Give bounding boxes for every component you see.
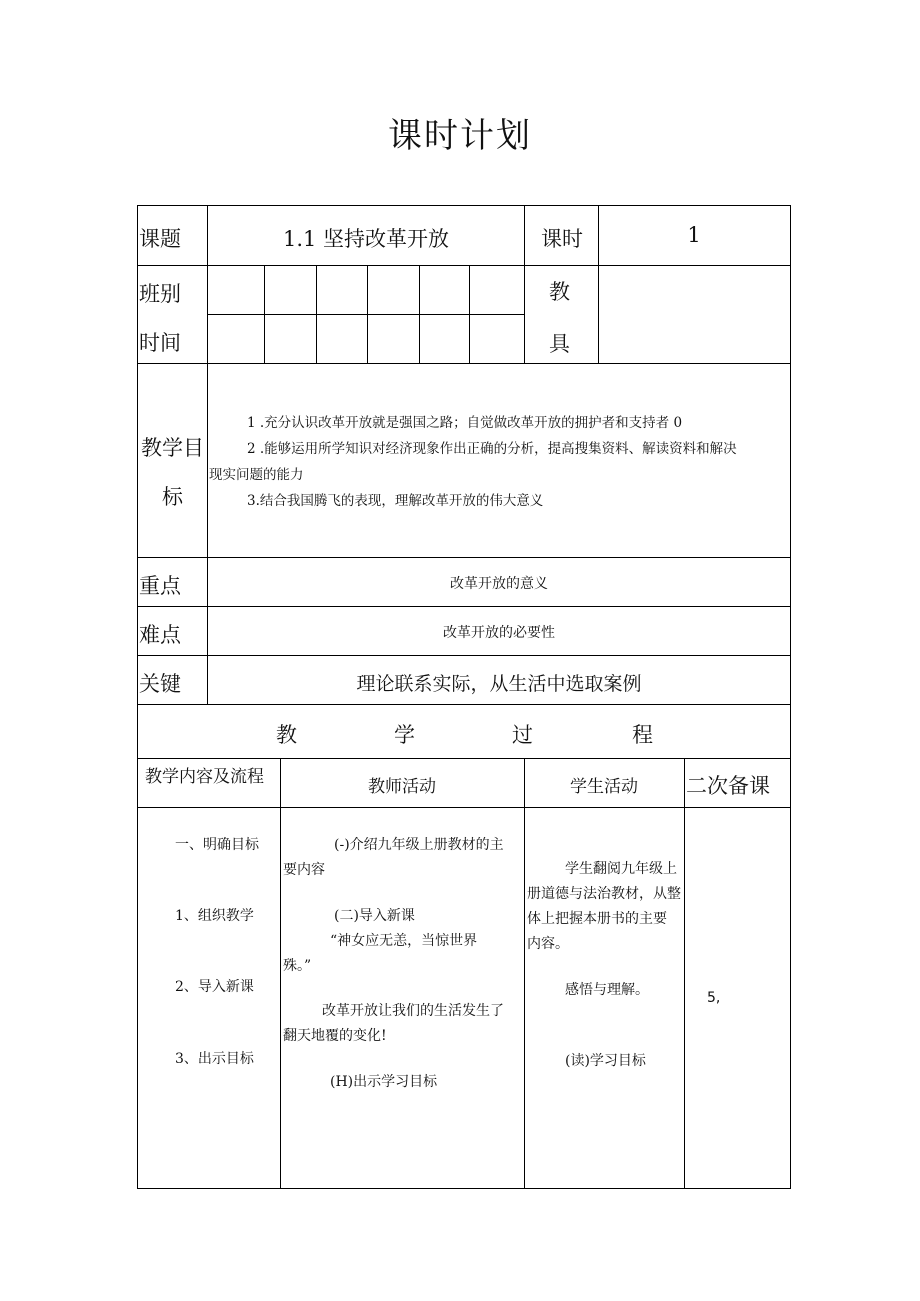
table-border-right [790, 205, 791, 1189]
student-activity-line: (读)学习目标 [565, 1053, 646, 1069]
key-label: 关键 [139, 672, 181, 696]
table-border-left [137, 205, 138, 1189]
col-header-second: 二次备课 [686, 774, 770, 798]
student-activity-line: 册道德与法治教材，从整 [527, 886, 681, 902]
row-divider [137, 557, 791, 558]
difficulty-value: 改革开放的必要性 [443, 625, 555, 641]
col-divider [684, 758, 685, 1189]
goal-line-2: 2 .能够运用所学知识对经济现象作出正确的分析，提高搜集资料、解读资料和解决 [247, 441, 737, 457]
class-label: 班别 [139, 282, 181, 306]
row-divider [137, 704, 791, 705]
process-banner-char: 教 [276, 723, 297, 747]
process-banner-char: 过 [512, 723, 533, 747]
tools-label-bottom: 具 [549, 332, 570, 356]
period-label: 课时 [541, 227, 583, 251]
student-activity-line: 学生翻阅九年级上 [565, 861, 677, 877]
flow-step: 1、组织教学 [175, 908, 254, 924]
student-activity-line: 感悟与理解。 [565, 982, 649, 998]
col-header-content: 教学内容及流程 [145, 767, 264, 787]
student-activity-line: 体上把握本册书的主要 [527, 911, 667, 927]
teacher-activity-line: 要内容 [283, 862, 325, 878]
teacher-activity-line: (-)介绍九年级上册教材的主 [334, 837, 504, 853]
row-divider [207, 314, 525, 315]
tools-label-top: 教 [549, 280, 570, 304]
teacher-activity-line: 改革开放让我们的生活发生了 [322, 1003, 504, 1019]
table-border-top [137, 205, 791, 206]
class-cell-divider [469, 265, 470, 363]
row-divider [137, 606, 791, 607]
class-cell-divider [316, 265, 317, 363]
topic-value: 1.1 坚持改革开放 [282, 227, 450, 251]
teacher-activity-line: (H)出示学习目标 [330, 1074, 438, 1090]
col-divider [280, 758, 281, 1189]
topic-label: 课题 [139, 227, 181, 251]
teacher-activity-line: 翻天地覆的变化! [283, 1028, 387, 1044]
col-header-teacher: 教师活动 [368, 777, 436, 797]
goal-line-1: 1 .充分认识改革开放就是强国之路；自觉做改革开放的拥护者和支持者 0 [247, 415, 683, 431]
process-banner-char: 学 [394, 723, 415, 747]
teacher-activity-line: 殊。” [283, 958, 312, 974]
row-divider [137, 655, 791, 656]
row-divider [137, 363, 791, 364]
process-banner-char: 程 [632, 723, 653, 747]
flow-step: 一、明确目标 [175, 837, 259, 853]
teacher-activity-line: “神女应无恙，当惊世界 [330, 933, 478, 949]
goals-label: 教学目 [141, 436, 204, 460]
class-cell-divider [419, 265, 420, 363]
flow-step: 2、导入新课 [175, 979, 254, 995]
second-prep-note: 5, [707, 990, 721, 1006]
time-label: 时间 [139, 331, 181, 355]
difficulty-label: 难点 [139, 623, 181, 647]
goal-line-2-cont: 现实问题的能力 [209, 467, 304, 483]
table-border-bottom [137, 1188, 791, 1189]
focus-value: 改革开放的意义 [450, 576, 548, 592]
class-cell-divider [367, 265, 368, 363]
period-value: 1 [687, 223, 701, 247]
focus-label: 重点 [139, 574, 181, 598]
col-header-student: 学生活动 [570, 777, 638, 797]
col-divider [524, 758, 525, 1189]
row-divider [137, 758, 791, 759]
student-activity-line: 内容。 [527, 936, 569, 952]
key-value: 理论联系实际，从生活中选取案例 [356, 673, 642, 695]
page-title: 课时计划 [388, 116, 532, 156]
class-cell-divider [264, 265, 265, 363]
flow-step: 3、出示目标 [175, 1051, 254, 1067]
row-divider [137, 807, 791, 808]
goal-line-3: 3.结合我国腾飞的表现，理解改革开放的伟大意义 [247, 493, 544, 509]
row-divider [137, 265, 791, 266]
goals-label-cont: 标 [162, 485, 183, 509]
teacher-activity-line: (二)导入新课 [334, 908, 415, 924]
